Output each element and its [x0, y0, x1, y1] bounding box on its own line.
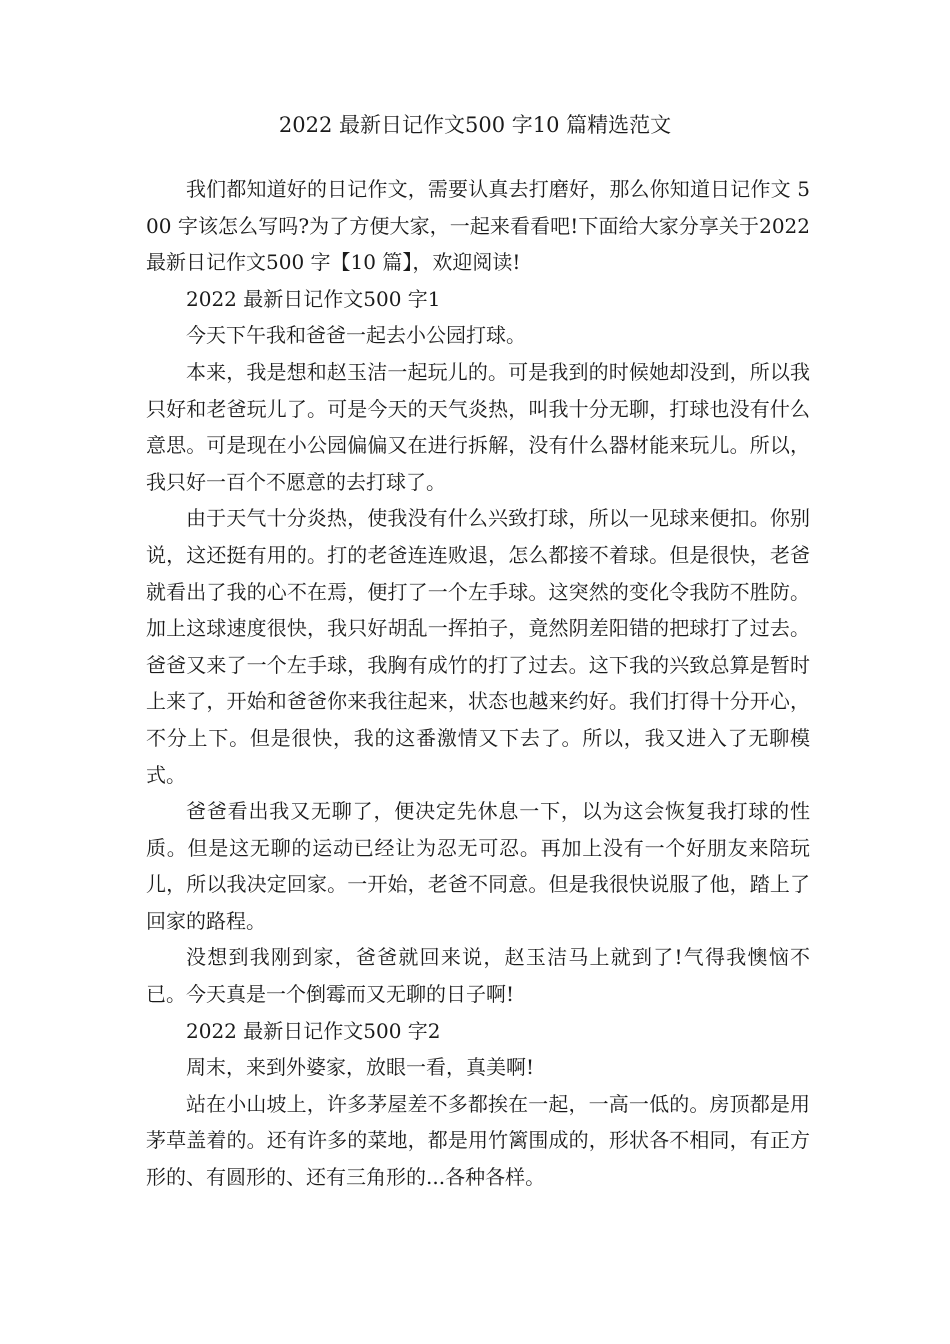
document-title: 2022 最新日记作文500 字10 篇精选范文	[278, 113, 672, 137]
body-paragraph: 今天下午我和爸爸一起去小公园打球。	[186, 323, 526, 348]
section-heading-1: 2022 最新日记作文500 字1	[186, 286, 441, 311]
body-paragraph: 本来，我是想和赵玉洁一起玩儿的。可是我到的时候她却没到，所以我只好和老爸玩儿了。可是今天的天气炎热，叫我十分无聊，打球也没有什么意思。可是现在小公园偏偏又在进行拆解，没有什么器材能来玩儿。所以，我只好一百个不愿意的去打球了。	[146, 359, 810, 494]
body-paragraph: 站在小山坡上，许多茅屋差不多都挨在一起，一高一低的。房顶都是用茅草盖着的。还有许多的菜地，都是用竹篱围成的，形状各不相同，有正方形的、有圆形的、还有三角形的...各种各样。	[146, 1091, 810, 1190]
intro-paragraph: 我们都知道好的日记作文，需要认真去打磨好，那么你知道日记作文 500 字该怎么写吗?为了方便大家，一起来看看吧!下面给大家分享关于2022 最新日记作文500 字【10 篇】，欢迎阅读!	[146, 177, 810, 275]
body-paragraph: 没想到我刚到家，爸爸就回来说，赵玉洁马上就到了!气得我懊恼不已。今天真是一个倒霉而又无聊的日子啊!	[146, 945, 810, 1007]
body-paragraph: 由于天气十分炎热，使我没有什么兴致打球，所以一见球来便扣。你别说，这还挺有用的。打的老爸连连败退，怎么都接不着球。但是很快，老爸就看出了我的心不在焉，便打了一个左手球。这突然的变化令我防不胜防。加上这球速度很快，我只好胡乱一挥拍子，竟然阴差阳错的把球打了过去。爸爸又来了一个左手球，我胸有成竹的打了过去。这下我的兴致总算是暂时上来了，开始和爸爸你来我往起来，状态也越来约好。我们打得十分开心，不分上下。但是很快，我的这番激情又下去了。所以，我又进入了无聊模式。	[146, 506, 810, 787]
document-body	[146, 171, 810, 1196]
body-paragraph: 爸爸看出我又无聊了，便决定先休息一下，以为这会恢复我打球的性质。但是这无聊的运动已经让为忍无可忍。再加上没有一个好朋友来陪玩儿，所以我决定回家。一开始，老爸不同意。但是我很快说服了他，踏上了回家的路程。	[146, 799, 810, 933]
section-heading-2: 2022 最新日记作文500 字2	[186, 1018, 441, 1043]
body-paragraph: 周末，来到外婆家，放眼一看，真美啊!	[186, 1055, 535, 1080]
